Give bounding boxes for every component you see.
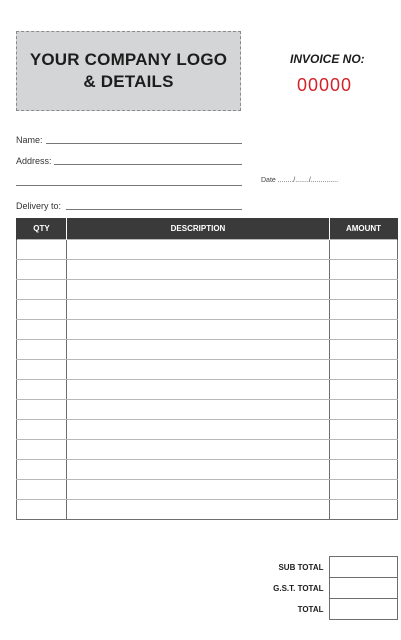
amount-cell[interactable] — [330, 320, 398, 340]
description-cell[interactable] — [67, 480, 330, 500]
description-column-header: DESCRIPTION — [67, 218, 330, 240]
total-box[interactable] — [329, 599, 397, 620]
table-row — [17, 400, 398, 420]
description-cell[interactable] — [67, 260, 330, 280]
sub-total-label: SUB TOTAL — [278, 562, 324, 572]
qty-cell[interactable] — [17, 500, 67, 520]
table-row — [17, 420, 398, 440]
invoice-number-label: INVOICE NO: — [290, 52, 365, 66]
amount-cell[interactable] — [330, 380, 398, 400]
gst-total-label: G.S.T. TOTAL — [273, 583, 324, 593]
amount-cell[interactable] — [330, 340, 398, 360]
description-cell[interactable] — [67, 240, 330, 260]
table-row — [17, 380, 398, 400]
total-label: TOTAL — [297, 604, 324, 614]
table-row — [17, 280, 398, 300]
table-row — [17, 320, 398, 340]
description-cell[interactable] — [67, 360, 330, 380]
description-cell[interactable] — [67, 320, 330, 340]
table-row — [17, 260, 398, 280]
description-cell[interactable] — [67, 400, 330, 420]
qty-cell[interactable] — [17, 260, 67, 280]
amount-cell[interactable] — [330, 280, 398, 300]
amount-cell[interactable] — [330, 260, 398, 280]
description-cell[interactable] — [67, 500, 330, 520]
invoice-number-value: 00000 — [297, 75, 353, 95]
table-row — [17, 340, 398, 360]
table-row — [17, 360, 398, 380]
qty-cell[interactable] — [17, 360, 67, 380]
address-line-1[interactable] — [54, 164, 242, 165]
gst-total-row — [16, 578, 397, 599]
table-row — [17, 460, 398, 480]
gst-total-box[interactable] — [329, 578, 397, 599]
name-label: Name: — [16, 135, 43, 145]
amount-cell[interactable] — [330, 500, 398, 520]
amount-column-header: AMOUNT — [330, 218, 398, 240]
company-logo-placeholder — [16, 31, 241, 111]
invoice-items-table — [16, 218, 398, 520]
sub-total-row — [16, 557, 397, 578]
amount-cell[interactable] — [330, 460, 398, 480]
description-cell[interactable] — [67, 440, 330, 460]
qty-cell[interactable] — [17, 280, 67, 300]
description-cell[interactable] — [67, 280, 330, 300]
description-cell[interactable] — [67, 300, 330, 320]
table-row — [17, 500, 398, 520]
name-line[interactable] — [46, 143, 242, 144]
qty-cell[interactable] — [17, 460, 67, 480]
description-cell[interactable] — [67, 460, 330, 480]
table-row — [17, 240, 398, 260]
description-cell[interactable] — [67, 420, 330, 440]
qty-cell[interactable] — [17, 400, 67, 420]
date-field[interactable]: Date ......../......./.............. — [261, 177, 339, 184]
delivery-label: Delivery to: — [16, 201, 62, 211]
amount-cell[interactable] — [330, 400, 398, 420]
qty-cell[interactable] — [17, 320, 67, 340]
amount-cell[interactable] — [330, 440, 398, 460]
amount-cell[interactable] — [330, 360, 398, 380]
qty-cell[interactable] — [17, 300, 67, 320]
table-row — [17, 300, 398, 320]
amount-cell[interactable] — [330, 300, 398, 320]
amount-cell[interactable] — [330, 480, 398, 500]
description-cell[interactable] — [67, 380, 330, 400]
sub-total-box[interactable] — [329, 557, 397, 578]
amount-cell[interactable] — [330, 240, 398, 260]
totals-section — [16, 556, 398, 620]
table-row — [17, 480, 398, 500]
delivery-line[interactable] — [66, 209, 242, 210]
qty-column-header: QTY — [17, 218, 67, 240]
table-row — [17, 440, 398, 460]
qty-cell[interactable] — [17, 340, 67, 360]
qty-cell[interactable] — [17, 420, 67, 440]
qty-cell[interactable] — [17, 380, 67, 400]
table-header-row — [17, 218, 398, 240]
description-cell[interactable] — [67, 340, 330, 360]
company-logo-text: YOUR COMPANY LOGO & DETAILS — [29, 50, 228, 91]
amount-cell[interactable] — [330, 420, 398, 440]
qty-cell[interactable] — [17, 440, 67, 460]
address-line-2[interactable] — [16, 185, 242, 186]
qty-cell[interactable] — [17, 240, 67, 260]
qty-cell[interactable] — [17, 480, 67, 500]
total-row — [16, 599, 397, 620]
address-label: Address: — [16, 156, 52, 166]
